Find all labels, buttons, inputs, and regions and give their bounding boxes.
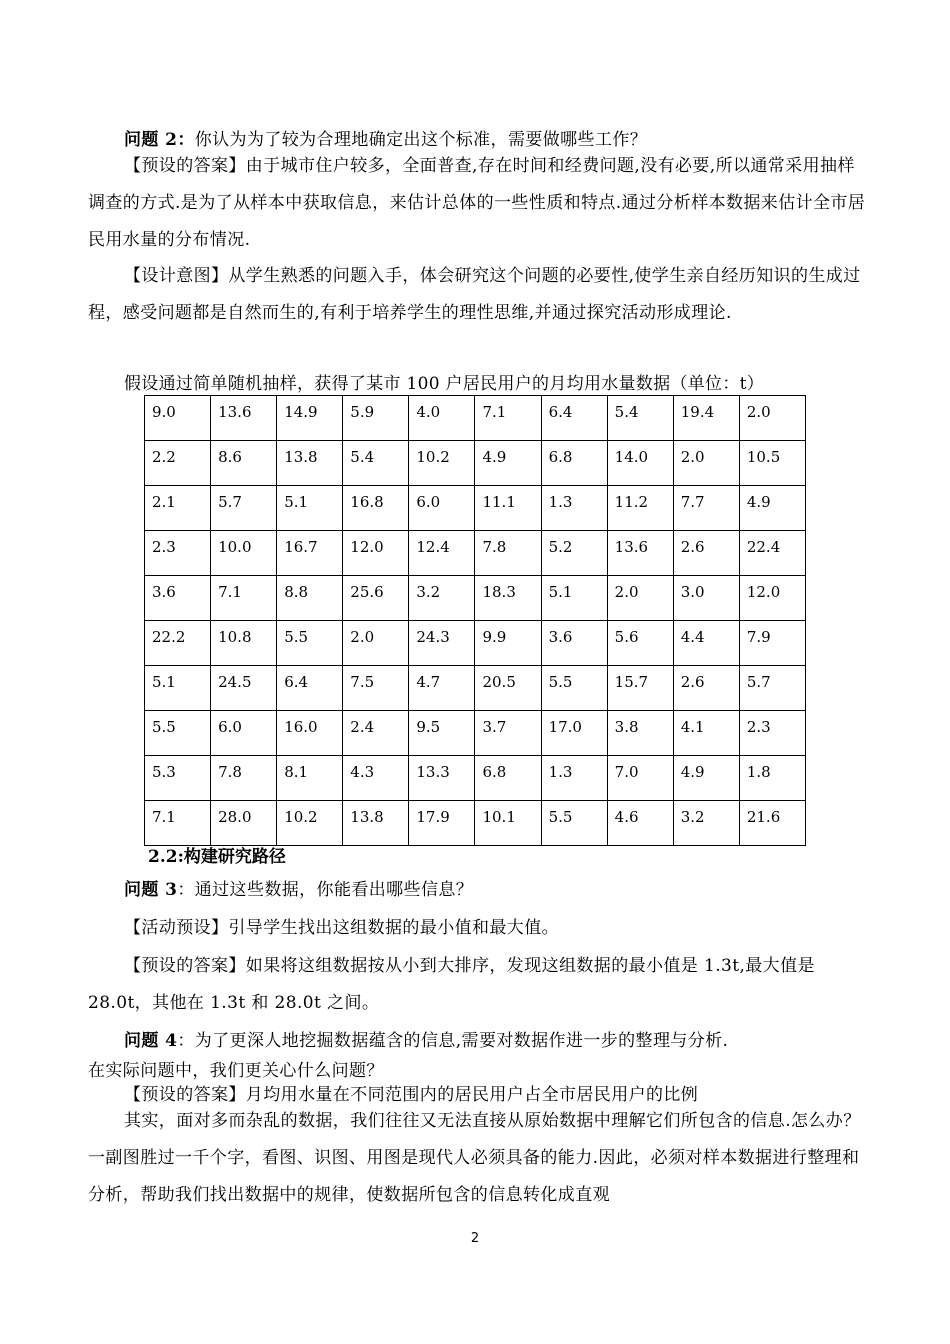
table-cell: 1.3 — [541, 486, 607, 531]
design-intent-text: 【设计意图】从学生熟悉的问题入手，体会研究这个问题的必要性,使学生亲自经历知识的生成过程，感受问题都是自然而生的,有利于培养学生的理性思维,并通过探究活动形成理论. — [88, 266, 861, 323]
table-cell: 2.6 — [673, 666, 739, 711]
table-cell: 17.0 — [541, 711, 607, 756]
table-cell: 2.0 — [607, 576, 673, 621]
table-cell: 17.9 — [409, 801, 475, 846]
table-cell: 21.6 — [739, 801, 805, 846]
table-row — [145, 531, 806, 576]
table-cell: 9.9 — [475, 621, 541, 666]
table-cell: 2.0 — [739, 396, 805, 441]
question-2-text: 你认为为了较为合理地确定出这个标准，需要做哪些工作？ — [194, 130, 648, 150]
table-cell: 16.0 — [277, 711, 343, 756]
question-4-line-2: 在实际问题中，我们更关心什么问题？ — [88, 1061, 384, 1081]
table-row — [145, 756, 806, 801]
table-cell: 2.0 — [343, 621, 409, 666]
table-cell: 4.4 — [673, 621, 739, 666]
table-cell: 4.1 — [673, 711, 739, 756]
section-title: 2.2:构建研究路径 — [148, 847, 286, 867]
table-cell: 1.3 — [541, 756, 607, 801]
table-cell: 24.3 — [409, 621, 475, 666]
table-row — [145, 801, 806, 846]
table-cell: 7.1 — [211, 576, 277, 621]
table-cell: 5.6 — [607, 621, 673, 666]
table-cell: 10.0 — [211, 531, 277, 576]
table-cell: 3.7 — [475, 711, 541, 756]
table-cell: 14.0 — [607, 441, 673, 486]
table-cell: 7.8 — [475, 531, 541, 576]
table-cell: 4.0 — [409, 396, 475, 441]
table-cell: 7.1 — [145, 801, 211, 846]
table-cell: 4.9 — [673, 756, 739, 801]
table-cell: 8.6 — [211, 441, 277, 486]
preset-answer-2-text: 【预设的答案】如果将这组数据按从小到大排序，发现这组数据的最小值是 1.3t,最大值是 28.0t，其他在 1.3t 和 28.0t 之间。 — [88, 956, 815, 1013]
table-cell: 6.8 — [475, 756, 541, 801]
table-cell: 3.2 — [409, 576, 475, 621]
table-cell: 2.3 — [739, 711, 805, 756]
table-cell: 2.0 — [673, 441, 739, 486]
question-3-label: 问题 3 — [124, 880, 178, 900]
table-cell: 7.8 — [211, 756, 277, 801]
table-cell: 12.0 — [343, 531, 409, 576]
question-3-text: ：通过这些数据，你能看出哪些信息？ — [177, 880, 474, 900]
table-cell: 1.8 — [739, 756, 805, 801]
table-cell: 10.2 — [277, 801, 343, 846]
table-cell: 11.2 — [607, 486, 673, 531]
table-cell: 25.6 — [343, 576, 409, 621]
table-cell: 6.4 — [277, 666, 343, 711]
table-cell: 5.5 — [145, 711, 211, 756]
table-cell: 4.3 — [343, 756, 409, 801]
water-usage-table — [144, 395, 806, 846]
table-cell: 7.9 — [739, 621, 805, 666]
table-cell: 18.3 — [475, 576, 541, 621]
final-paragraph-text: 其实，面对多而杂乱的数据，我们往往又无法直接从原始数据中理解它们所包含的信息.怎么办？一副图胜过一千个字，看图、识图、用图是现代人必须具备的能力.因此，必须对样本数据进行整理和分析，帮助我们找出数据中的规律，使数据所包含的信息转化成直观 — [88, 1111, 861, 1205]
table-cell: 24.5 — [211, 666, 277, 711]
table-cell: 9.0 — [145, 396, 211, 441]
question-2-label: 问题 2： — [124, 130, 195, 150]
table-cell: 3.6 — [145, 576, 211, 621]
table-cell: 10.8 — [211, 621, 277, 666]
table-cell: 4.9 — [475, 441, 541, 486]
table-cell: 22.2 — [145, 621, 211, 666]
table-cell: 2.2 — [145, 441, 211, 486]
table-cell: 3.6 — [541, 621, 607, 666]
table-cell: 6.0 — [409, 486, 475, 531]
table-cell: 5.1 — [541, 576, 607, 621]
table-row — [145, 486, 806, 531]
table-cell: 6.4 — [541, 396, 607, 441]
table-cell: 5.7 — [739, 666, 805, 711]
table-cell: 2.1 — [145, 486, 211, 531]
table-cell: 7.0 — [607, 756, 673, 801]
table-caption: 假设通过简单随机抽样，获得了某市 100 户居民用户的月均用水量数据（单位：t） — [124, 374, 765, 394]
table-cell: 16.7 — [277, 531, 343, 576]
table-cell: 9.5 — [409, 711, 475, 756]
page-number: 2 — [470, 1231, 480, 1246]
table-cell: 6.0 — [211, 711, 277, 756]
table-cell: 11.1 — [475, 486, 541, 531]
table-row — [145, 396, 806, 441]
table-cell: 4.9 — [739, 486, 805, 531]
table-cell: 7.1 — [475, 396, 541, 441]
table-cell: 5.9 — [343, 396, 409, 441]
table-row — [145, 621, 806, 666]
table-row — [145, 711, 806, 756]
table-cell: 5.5 — [541, 801, 607, 846]
table-cell: 7.5 — [343, 666, 409, 711]
table-row — [145, 441, 806, 486]
final-paragraph — [88, 1103, 868, 1214]
table-cell: 2.4 — [343, 711, 409, 756]
table-cell: 28.0 — [211, 801, 277, 846]
table-cell: 3.0 — [673, 576, 739, 621]
table-cell: 5.1 — [277, 486, 343, 531]
table-cell: 8.8 — [277, 576, 343, 621]
question-4-label: 问题 4 — [124, 1031, 178, 1051]
activity-preset-paragraph — [88, 910, 868, 947]
table-cell: 22.4 — [739, 531, 805, 576]
preset-answer-1-text: 【预设的答案】由于城市住户较多，全面普查,存在时间和经费问题,没有必要,所以通常采用抽样调查的方式.是为了从样本中获取信息，来估计总体的一些性质和特点.通过分析样本数据来估计全市居民用水量的分布情况. — [88, 156, 866, 250]
table-cell: 5.4 — [607, 396, 673, 441]
table-row — [145, 576, 806, 621]
table-cell: 5.2 — [541, 531, 607, 576]
table-cell: 13.3 — [409, 756, 475, 801]
table-cell: 2.6 — [673, 531, 739, 576]
table-cell: 13.8 — [343, 801, 409, 846]
table-cell: 4.7 — [409, 666, 475, 711]
question-4-paragraph — [88, 1023, 868, 1060]
design-intent-paragraph — [88, 258, 868, 332]
table-cell: 2.3 — [145, 531, 211, 576]
question-3-paragraph — [88, 872, 868, 909]
table-cell: 3.8 — [607, 711, 673, 756]
table-cell: 16.8 — [343, 486, 409, 531]
table-cell: 5.3 — [145, 756, 211, 801]
question-4-text: ：为了更深人地挖掘数据蕴含的信息,需要对数据作进一步的整理与分析. — [177, 1031, 729, 1051]
activity-preset-text: 【活动预设】引导学生找出这组数据的最小值和最大值。 — [124, 918, 559, 938]
table-cell: 13.8 — [277, 441, 343, 486]
table-cell: 15.7 — [607, 666, 673, 711]
table-cell: 5.5 — [541, 666, 607, 711]
table-cell: 10.1 — [475, 801, 541, 846]
table-row — [145, 666, 806, 711]
table-cell: 10.5 — [739, 441, 805, 486]
table-cell: 5.4 — [343, 441, 409, 486]
table-cell: 12.0 — [739, 576, 805, 621]
table-cell: 20.5 — [475, 666, 541, 711]
table-cell: 12.4 — [409, 531, 475, 576]
table-cell: 5.7 — [211, 486, 277, 531]
table-cell: 6.8 — [541, 441, 607, 486]
table-cell: 19.4 — [673, 396, 739, 441]
table-cell: 8.1 — [277, 756, 343, 801]
table-cell: 13.6 — [211, 396, 277, 441]
table-cell: 3.2 — [673, 801, 739, 846]
table-cell: 14.9 — [277, 396, 343, 441]
preset-answer-1 — [88, 148, 868, 259]
table-cell: 5.1 — [145, 666, 211, 711]
preset-answer-3-text: 【预设的答案】月均用水量在不同范围内的居民用户占全市居民用户的比例 — [124, 1085, 699, 1105]
table-cell: 7.7 — [673, 486, 739, 531]
table-cell: 10.2 — [409, 441, 475, 486]
table-cell: 4.6 — [607, 801, 673, 846]
table-cell: 13.6 — [607, 531, 673, 576]
preset-answer-2 — [88, 948, 868, 1022]
table-cell: 5.5 — [277, 621, 343, 666]
